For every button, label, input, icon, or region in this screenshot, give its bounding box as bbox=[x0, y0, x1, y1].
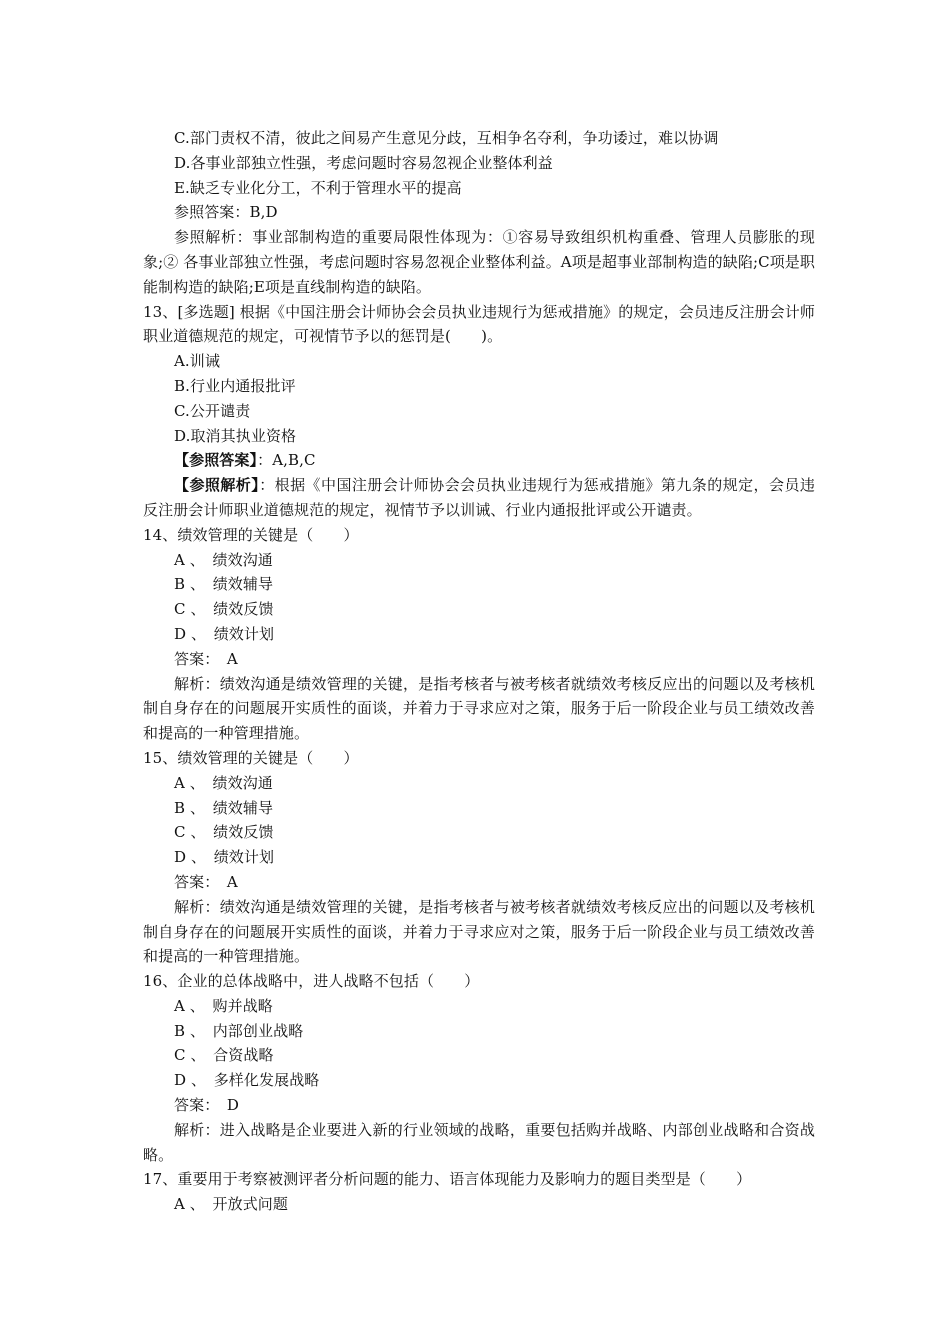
q14-option-d: D 、 绩效计划 bbox=[174, 624, 275, 643]
q12-option-d: D.各事业部独立性强，考虑问题时容易忽视企业整体利益 bbox=[174, 153, 553, 172]
q12-option-e: E.缺乏专业化分工，不利于管理水平的提高 bbox=[174, 178, 462, 197]
q14-option-a: A 、 绩效沟通 bbox=[174, 550, 273, 569]
q13-option-c: C.公开谴责 bbox=[174, 401, 251, 420]
q12-option-c: C.部门责权不清，彼此之间易产生意见分歧，互相争名夺利，争功诿过，难以协调 bbox=[174, 129, 719, 147]
q13-answer-value: ：A,B,C bbox=[257, 451, 316, 470]
q14-option-c: C 、 绩效反馈 bbox=[174, 600, 274, 619]
q13-analysis-label: 【参照解析】 bbox=[174, 476, 260, 495]
q13-analysis-value: ：根据《中国注册会计师协会会员执业违规行为惩戒措施》第九条的规定，会员违反注册会计师职业道德规范的规定，视情节予以训诫、行业内通报批评或公开谴责。 bbox=[143, 476, 815, 519]
q16-option-b: B 、 内部创业战略 bbox=[174, 1021, 304, 1040]
q15-analysis: 解析：绩效沟通是绩效管理的关键，是指考核者与被考核者就绩效考核反应出的问题以及考核机制自身存在的问题展开实质性的面谈，并着力于寻求应对之策，服务于后一阶段企业与员工绩效改善和提高的一种管理措施。 bbox=[143, 897, 815, 966]
q13-option-b: B.行业内通报批评 bbox=[174, 376, 296, 395]
q13-answer bbox=[143, 448, 815, 473]
q15-option-a: A 、 绩效沟通 bbox=[174, 773, 273, 792]
q15-option-c: C 、 绩效反馈 bbox=[174, 823, 274, 842]
q12-analysis: 参照解析：事业部制构造的重要局限性体现为：①容易导致组织机构重叠、管理人员膨胀的现象;② 各事业部独立性强，考虑问题时容易忽视企业整体利益。A项是超事业部制构造的缺陷;C项是职能制构造的缺陷;E项是直线制构造的缺陷。 bbox=[143, 228, 815, 296]
q13-analysis bbox=[143, 473, 815, 523]
document-body bbox=[143, 126, 815, 1217]
q14-option-b: B 、 绩效辅导 bbox=[174, 575, 274, 594]
q14-analysis: 解析：绩效沟通是绩效管理的关键，是指考核者与被考核者就绩效考核反应出的问题以及考核机制自身存在的问题展开实质性的面谈，并着力于寻求应对之策，服务于后一阶段企业与员工绩效改善和提高的一种管理措施。 bbox=[143, 674, 815, 743]
q16-option-c: C 、 合资战略 bbox=[174, 1046, 274, 1065]
q12-answer: 参照答案：B,D bbox=[174, 203, 278, 222]
q16-answer: 答案： D bbox=[174, 1096, 240, 1115]
q17-question: 17、重要用于考察被测评者分析问题的能力、语言体现能力及影响力的题目类型是（ ） bbox=[143, 1170, 752, 1189]
q14-question: 14、绩效管理的关键是（ ） bbox=[143, 525, 359, 544]
q15-option-d: D 、 绩效计划 bbox=[174, 848, 275, 867]
q13-option-d: D.取消其执业资格 bbox=[174, 426, 297, 445]
q15-question: 15、绩效管理的关键是（ ） bbox=[143, 748, 359, 767]
q13-option-a: A.训诫 bbox=[174, 352, 221, 371]
q16-option-a: A 、 购并战略 bbox=[174, 996, 273, 1015]
q13-question: 13、[多选题] 根据《中国注册会计师协会会员执业违规行为惩戒措施》的规定，会员违反注册会计师职业道德规范的规定，可视情节予以的惩罚是( )。 bbox=[143, 302, 815, 346]
q15-option-b: B 、 绩效辅导 bbox=[174, 798, 274, 817]
q16-option-d: D 、 多样化发展战略 bbox=[174, 1071, 320, 1090]
q16-question: 16、企业的总体战略中，进人战略不包括（ ） bbox=[143, 972, 480, 991]
q17-option-a: A 、 开放式问题 bbox=[174, 1195, 289, 1214]
q14-answer: 答案： A bbox=[174, 649, 238, 668]
q16-analysis: 解析：进入战略是企业要进入新的行业领域的战略，重要包括购并战略、内部创业战略和合资战略。 bbox=[143, 1120, 815, 1164]
q13-answer-label: 【参照答案】 bbox=[174, 451, 258, 470]
q15-answer: 答案： A bbox=[174, 872, 238, 891]
